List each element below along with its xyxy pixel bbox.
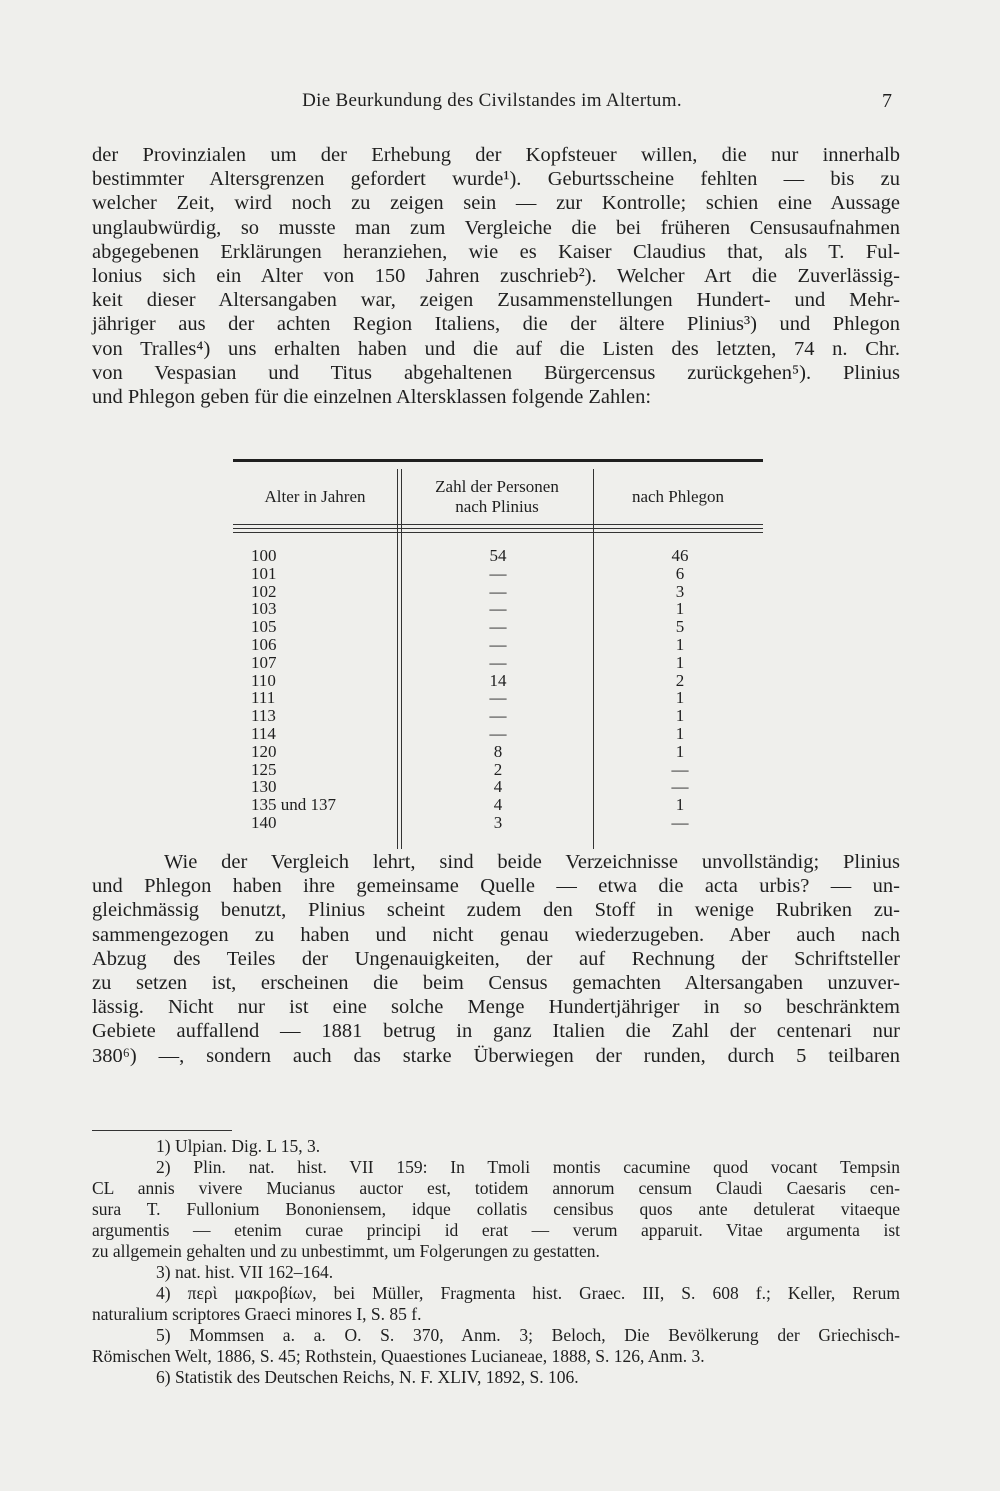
age-cell: 120	[251, 741, 277, 761]
age-cell: 140	[251, 812, 277, 832]
outro-paragraph	[92, 850, 900, 1068]
plinius-column	[403, 547, 593, 832]
text-line: welcher Zeit, wird noch zu zeigen sein — zur Kontrolle; schien eine Aussage	[92, 192, 900, 215]
footnote-4-line: naturalium scriptores Graeci minores I, S. 85 f.	[92, 1304, 422, 1324]
header-age: Alter in Jahren	[264, 487, 366, 506]
footnote-2-line: zu allgemein gehalten und zu unbestimmt, um Folgerungen zu gestatten.	[92, 1241, 600, 1261]
age-column	[251, 547, 401, 832]
text-line: jähriger aus der achten Region Italiens, die der ältere Plinius³) und Phlegon	[92, 313, 900, 336]
age-cell: 105	[251, 617, 277, 637]
phlegon-cell: 1	[675, 723, 685, 743]
text-line: zu setzen ist, erscheinen die beim Census gemachten Altersangaben unzuver-	[92, 971, 900, 994]
phlegon-cell: 1	[675, 741, 685, 761]
text-line: und Phlegon geben für die einzelnen Altersklassen folgende Zahlen:	[92, 385, 652, 408]
plinius-cell: 3	[493, 812, 503, 832]
text-line: keit dieser Altersangaben war, zeigen Zusammenstellungen Hundert- und Mehr-	[92, 289, 900, 312]
header-plinius	[401, 477, 593, 517]
age-cell: 135 und 137	[251, 795, 336, 815]
page-number: 7	[882, 90, 892, 112]
text-line: 380⁶) —, sondern auch das starke Überwiegen der runden, durch 5 teilbaren	[92, 1044, 900, 1067]
age-cell: 100	[251, 546, 277, 565]
age-table	[233, 459, 763, 851]
plinius-cell: —	[489, 688, 507, 708]
footnote-rule	[92, 1130, 232, 1131]
age-cell: 125	[251, 759, 277, 779]
plinius-cell: —	[489, 563, 507, 583]
age-cell: 111	[251, 688, 276, 708]
plinius-cell: 8	[493, 741, 503, 761]
text-line: und Phlegon haben ihre gemeinsame Quelle — etwa die acta urbis? — un-	[92, 875, 900, 898]
phlegon-cell: —	[671, 812, 689, 832]
phlegon-cell: 2	[675, 670, 685, 690]
phlegon-cell: 6	[675, 563, 685, 583]
phlegon-cell: 1	[675, 795, 685, 815]
footnote-5: 5) Mommsen a. a. O. S. 370, Anm. 3; Beloch, Die Bevölkerung der Griechisch-	[156, 1325, 900, 1345]
age-cell: 103	[251, 599, 277, 619]
plinius-cell: 4	[493, 795, 503, 815]
text-line: bestimmter Altersgrenzen gefordert wurde¹). Geburtsscheine fehlten — bis zu	[92, 168, 900, 191]
age-cell: 107	[251, 652, 277, 672]
age-cell: 114	[251, 723, 276, 743]
age-cell: 130	[251, 777, 277, 797]
text-line: lässig. Nicht nur ist eine solche Menge Hundertjähriger in so beschränktem	[92, 996, 900, 1019]
plinius-cell: —	[489, 581, 507, 601]
footnote-5-line: Römischen Welt, 1886, S. 45; Rothstein, Quaestiones Lucianeae, 1888, S. 126, Anm. 3.	[92, 1346, 705, 1366]
plinius-cell: —	[489, 706, 507, 726]
phlegon-cell: 1	[675, 634, 685, 654]
text-line: unglaubwürdig, so musste man zum Vergleiche die bei früheren Censusaufnahmen	[92, 216, 900, 239]
plinius-cell: 14	[489, 670, 507, 690]
text-line: der Provinzialen um der Erhebung der Kopfsteuer willen, die nur innerhalb	[92, 144, 900, 166]
text-line: gleichmässig benutzt, Plinius scheint zudem den Stoff in wenige Rubriken zu-	[92, 899, 900, 922]
text-line: von Vespasian und Titus abgehaltenen Bürgercensus zurückgehen⁵). Plinius	[92, 361, 900, 384]
plinius-cell: 54	[489, 546, 507, 565]
plinius-cell: —	[489, 723, 507, 743]
footnote-2: 2) Plin. nat. hist. VII 159: In Tmoli montis cacumine quod vocant Tempsin	[156, 1157, 900, 1177]
header-rule	[233, 528, 763, 529]
phlegon-cell: —	[671, 759, 689, 779]
footnote-2-line: CL annis vivere Mucianus auctor est, totidem annorum censum Claudi Caesaris cen-	[92, 1178, 900, 1198]
text-line: sammengezogen zu haben und nicht genau wiederzugeben. Aber auch nach	[92, 923, 900, 946]
text-line: Wie der Vergleich lehrt, sind beide Verzeichnisse unvollständig; Plinius	[164, 851, 900, 873]
footnote-6: 6) Statistik des Deutschen Reichs, N. F. XLIV, 1892, S. 106.	[156, 1367, 579, 1387]
phlegon-cell: 5	[675, 617, 685, 637]
phlegon-column	[605, 547, 755, 832]
column-divider	[593, 469, 594, 849]
age-cell: 110	[251, 670, 276, 690]
plinius-cell: 2	[493, 759, 503, 779]
header-plinius-line2: nach Plinius	[455, 497, 539, 516]
plinius-cell: 4	[493, 777, 503, 797]
plinius-cell: —	[489, 599, 507, 619]
column-divider	[401, 469, 402, 849]
phlegon-cell: 1	[675, 706, 685, 726]
phlegon-cell: 3	[675, 581, 685, 601]
running-title: Die Beurkundung des Civilstandes im Altertum.	[302, 90, 682, 111]
age-cell: 101	[251, 563, 277, 583]
text-line: lonius sich ein Alter von 150 Jahren zuschrieb²). Welcher Art die Zuverlässig-	[92, 264, 900, 287]
footnote-2-line: sura T. Fullonium Bononiensem, idque collatis censibus quos ante detulerat vitaeque	[92, 1199, 900, 1219]
running-head	[92, 90, 892, 114]
phlegon-cell: —	[671, 777, 689, 797]
phlegon-cell: 1	[675, 599, 685, 619]
age-cell: 106	[251, 634, 277, 654]
header-rule	[233, 532, 763, 533]
footnote-1: 1) Ulpian. Dig. L 15, 3.	[156, 1136, 321, 1156]
text-line: Abzug des Teiles der Ungenauigkeiten, der auf Rechnung der Schriftsteller	[92, 947, 900, 970]
phlegon-cell: 46	[671, 546, 689, 565]
phlegon-cell: 1	[675, 652, 685, 672]
text-line: von Tralles⁴) uns erhalten haben und die auf die Listen des letzten, 74 n. Chr.	[92, 337, 900, 360]
intro-paragraph	[92, 143, 900, 409]
text-line: Gebiete auffallend — 1881 betrug in ganz Italien die Zahl der centenari nur	[92, 1020, 900, 1043]
footnote-2-line: argumentis — etenim curae principi id erat — verum apparuit. Vitae argumenta ist	[92, 1220, 900, 1240]
age-cell: 102	[251, 581, 277, 601]
phlegon-cell: 1	[675, 688, 685, 708]
footnote-3: 3) nat. hist. VII 162–164.	[156, 1262, 334, 1282]
age-cell: 113	[251, 706, 276, 726]
text-line: abgegebenen Erklärungen heranziehen, wie es Kaiser Claudius that, als T. Ful-	[92, 240, 900, 263]
plinius-cell: —	[489, 617, 507, 637]
plinius-cell: —	[489, 652, 507, 672]
table-top-rule	[233, 459, 763, 462]
footnote-4: 4) περὶ μακροβίων, bei Müller, Fragmenta hist. Graec. III, S. 608 f.; Keller, Rerum	[156, 1283, 900, 1303]
header-plinius-line1: Zahl der Personen	[435, 477, 559, 496]
plinius-cell: —	[489, 634, 507, 654]
header-phlegon: nach Phlegon	[631, 487, 725, 506]
header-rule	[233, 524, 763, 525]
footnotes	[92, 1136, 900, 1388]
